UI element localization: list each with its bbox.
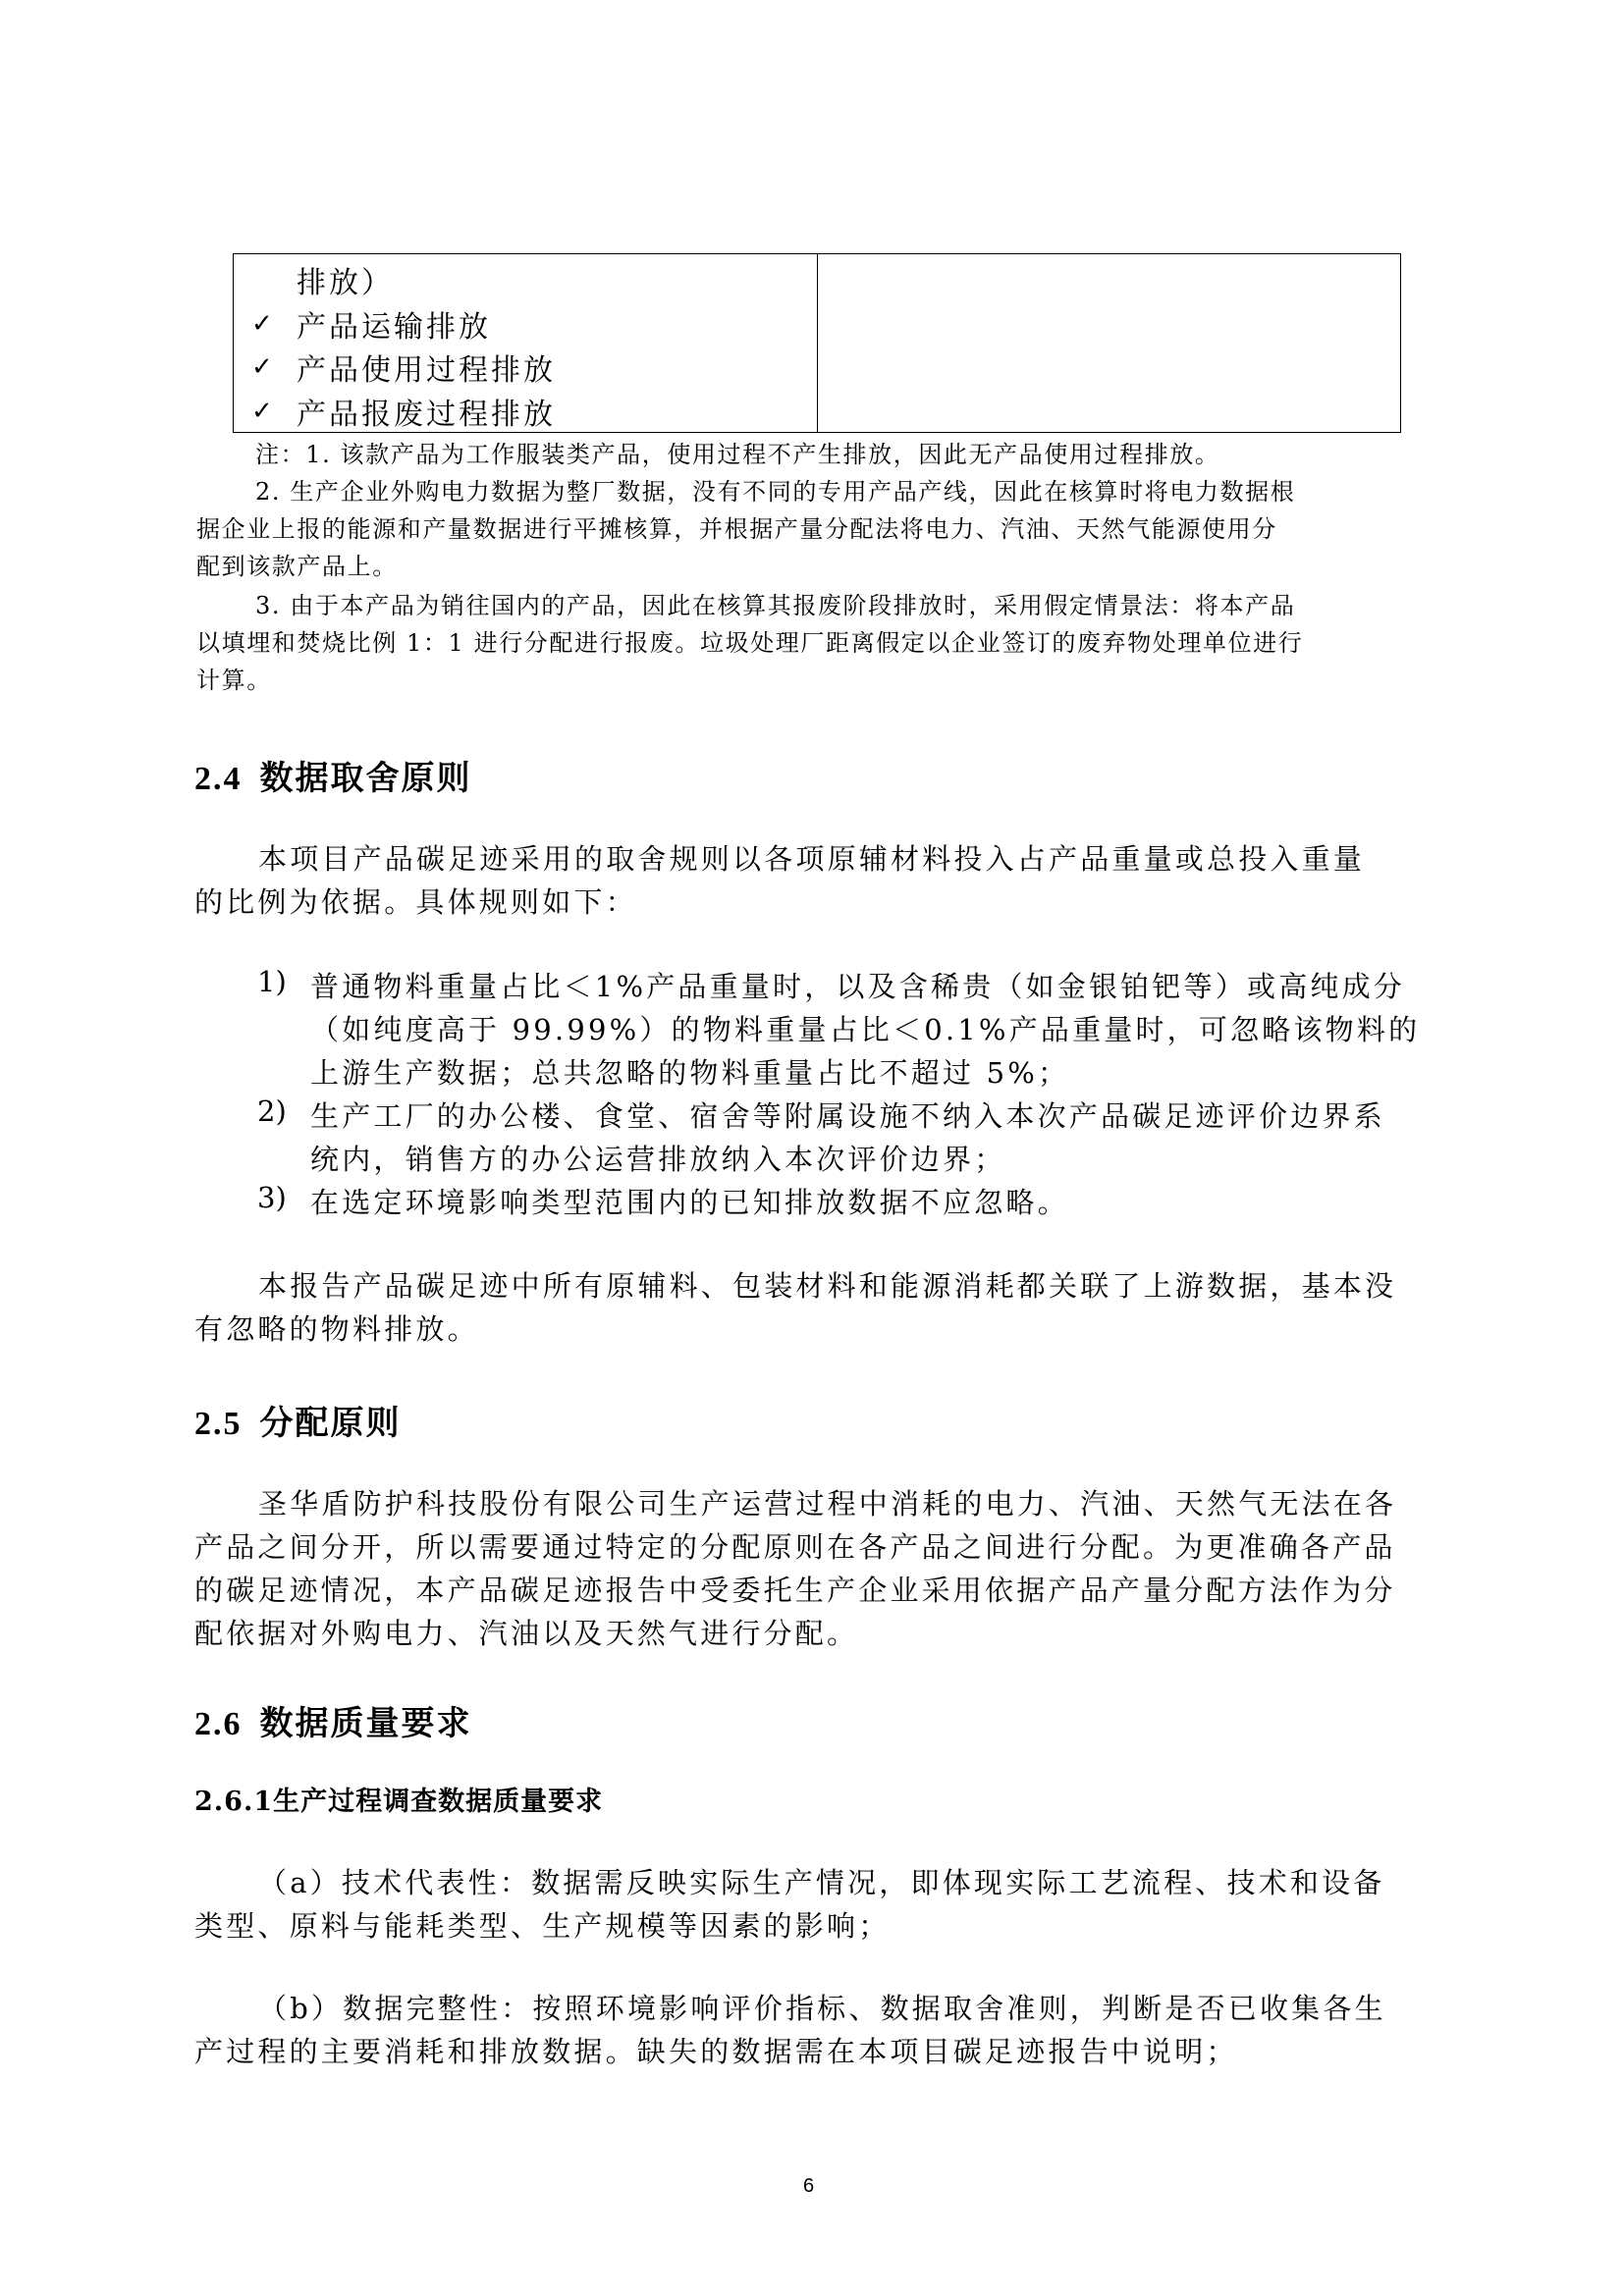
subsection-heading-2-6-1: 2.6.1生产过程调查数据质量要求 [194, 1787, 604, 1817]
table-row-text: 产品运输排放 [297, 309, 491, 345]
paragraph-line: 本项目产品碳足迹采用的取舍规则以各项原辅材料投入占产品重量或总投入重量 [258, 842, 1366, 876]
note-line: 3. 由于本产品为销往国内的产品，因此在核算其报废阶段排放时，采用假定情景法：将本产品 [255, 592, 1296, 619]
note-line: 以填埋和焚烧比例 1：1 进行分配进行报废。垃圾处理厂距离假定以企业签订的废弃物处理单位进行 [196, 629, 1304, 657]
list-item-number: 2) [257, 1095, 287, 1128]
note-line: 据企业上报的能源和产量数据进行平摊核算，并根据产量分配法将电力、汽油、天然气能源使用分 [196, 515, 1277, 543]
paragraph-line: 圣华盾防护科技股份有限公司生产运营过程中消耗的电力、汽油、天然气无法在各 [258, 1487, 1397, 1521]
section-heading-2-6 [194, 1696, 472, 1744]
checkmark-icon: ✓ [251, 308, 276, 339]
section-number: 2.5 [194, 1406, 243, 1442]
table-row [234, 390, 817, 434]
list-item-line: 生产工厂的办公楼、食堂、宿舍等附属设施不纳入本次产品碳足迹评价边界系 [310, 1099, 1385, 1133]
scope-table [233, 253, 1401, 433]
table-row [234, 346, 817, 390]
list-item-line: （如纯度高于 99.99%）的物料重量占比＜0.1%产品重量时，可忽略该物料的 [310, 1013, 1421, 1046]
page-number: 6 [803, 2175, 815, 2197]
paragraph-line: 产品之间分开，所以需要通过特定的分配原则在各产品之间进行分配。为更准确各产品 [194, 1530, 1396, 1564]
paragraph-line: 配依据对外购电力、汽油以及天然气进行分配。 [194, 1617, 859, 1650]
list-item-line: 统内，销售方的办公运营排放纳入本次评价边界； [310, 1143, 1006, 1176]
paragraph-line: 有忽略的物料排放。 [194, 1312, 479, 1346]
list-item-line: 普通物料重量占比＜1%产品重量时，以及含稀贵（如金银铂钯等）或高纯成分 [310, 970, 1406, 1003]
section-title: 分配原则 [259, 1404, 402, 1443]
note-line: 2. 生产企业外购电力数据为整厂数据，没有不同的专用产品产线，因此在核算时将电力数据根 [255, 478, 1296, 506]
paragraph-line: 本报告产品碳足迹中所有原辅料、包装材料和能源消耗都关联了上游数据，基本没 [258, 1269, 1397, 1303]
checkmark-icon: ✓ [251, 352, 276, 383]
scope-table-left-cell [234, 254, 818, 432]
table-row-text: 排放） [297, 266, 394, 301]
paragraph-line: （b）数据完整性：按照环境影响评价指标、数据取舍准则，判断是否已收集各生 [258, 1992, 1386, 2025]
scope-table-right-cell [818, 254, 1400, 432]
paragraph-line: 类型、原料与能耗类型、生产规模等因素的影响； [194, 1909, 891, 1943]
note-line: 配到该款产品上。 [196, 553, 398, 580]
table-row-text: 产品报废过程排放 [297, 397, 556, 432]
list-item-line: 在选定环境影响类型范围内的已知排放数据不应忽略。 [310, 1186, 1069, 1219]
note-line: 计算。 [196, 667, 272, 694]
table-row-text: 产品使用过程排放 [297, 353, 556, 389]
list-item-number: 3) [257, 1181, 287, 1214]
section-title: 数据质量要求 [259, 1704, 472, 1743]
section-heading-2-4 [194, 751, 472, 799]
list-item-number: 1) [257, 965, 287, 998]
checkmark-icon: ✓ [251, 396, 276, 426]
section-title: 数据取舍原则 [259, 759, 472, 798]
section-number: 2.6 [194, 1706, 243, 1742]
table-row [234, 258, 817, 302]
section-heading-2-5 [194, 1396, 402, 1444]
note-line: 注：1. 该款产品为工作服装类产品，使用过程不产生排放，因此无产品使用过程排放。 [255, 441, 1220, 468]
list-item-line: 上游生产数据；总共忽略的物料重量占比不超过 5%； [310, 1056, 1070, 1090]
paragraph-line: （a）技术代表性：数据需反映实际生产情况，即体现实际工艺流程、技术和设备 [258, 1866, 1385, 1899]
paragraph-line: 产过程的主要消耗和排放数据。缺失的数据需在本项目碳足迹报告中说明； [194, 2035, 1238, 2068]
paragraph-line: 的碳足迹情况，本产品碳足迹报告中受委托生产企业采用依据产品产量分配方法作为分 [194, 1574, 1396, 1607]
section-number: 2.4 [194, 761, 243, 797]
table-row [234, 302, 817, 347]
paragraph-line: 的比例为依据。具体规则如下： [194, 885, 637, 919]
